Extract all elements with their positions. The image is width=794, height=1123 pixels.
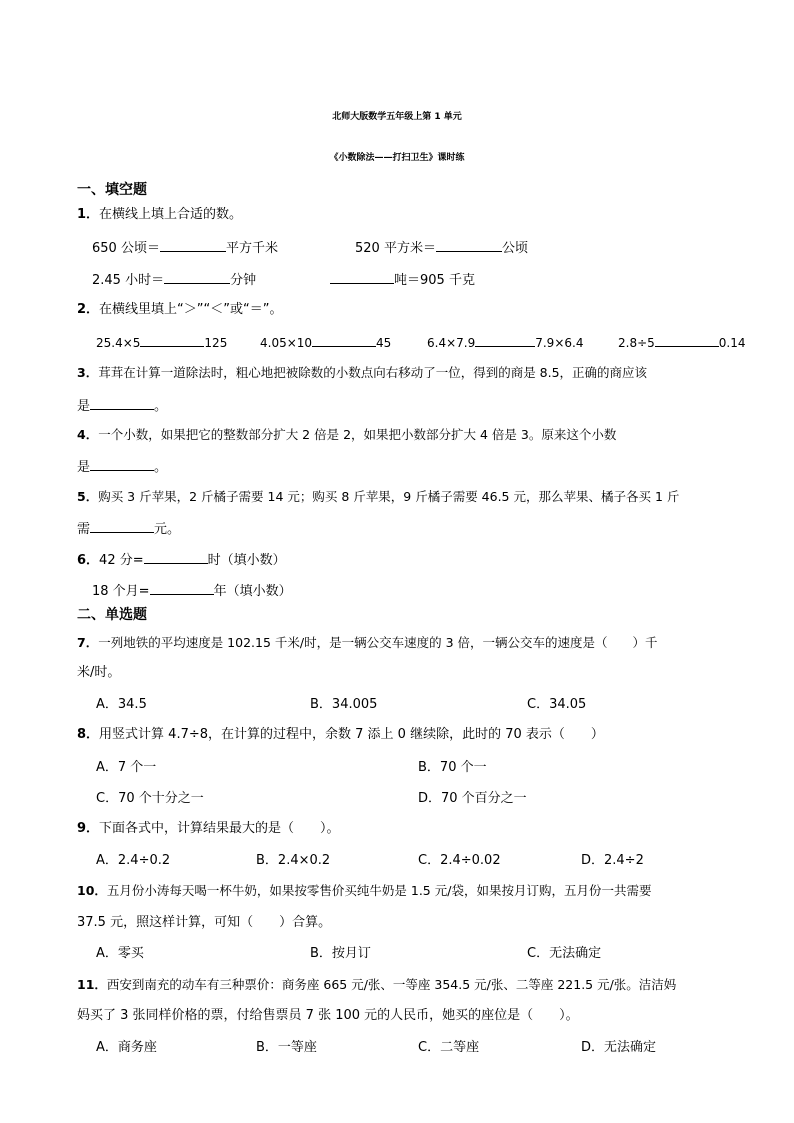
q3-suffix: 。	[154, 399, 168, 414]
answer-blank[interactable]	[312, 333, 376, 347]
q2-item-d	[618, 333, 746, 352]
option-b[interactable]: B．70 个一	[418, 760, 487, 775]
option-c[interactable]: C．无法确定	[527, 946, 602, 961]
question-number: 3．	[77, 365, 99, 380]
q2-item-b-right: 45	[376, 336, 392, 350]
question-number: 1．	[77, 207, 100, 222]
option-b[interactable]: B．34.005	[310, 697, 378, 712]
q5-suffix: 元。	[154, 522, 181, 537]
option-a[interactable]: A．零买	[96, 946, 144, 961]
question-8	[77, 726, 604, 744]
q6-item-a-prefix: 42 分=	[99, 553, 144, 568]
question-text: 下面各式中，计算结果最大的是（ ）。	[99, 821, 340, 836]
question-7-line2: 米/时。	[77, 665, 121, 680]
question-number: 2．	[77, 302, 100, 317]
option-a[interactable]: A．2.4÷0.2	[96, 853, 171, 868]
question-text: 在横线上填上合适的数。	[99, 207, 243, 222]
question-number: 11．	[77, 977, 107, 992]
answer-blank[interactable]	[90, 396, 154, 410]
question-3-line2	[77, 396, 167, 416]
question-5	[77, 488, 679, 506]
answer-blank[interactable]	[150, 581, 214, 595]
question-text: 一个小数，如果把它的整数部分扩大 2 倍是 2，如果把小数部分扩大 4 倍是 3。原来这个小数	[98, 427, 617, 442]
q1-item-d	[330, 270, 475, 290]
q1-item-a-suffix: 平方千米	[225, 241, 278, 256]
question-10	[77, 882, 651, 900]
question-4-line2	[77, 457, 167, 477]
option-a[interactable]: A．7 个一	[96, 760, 157, 775]
q1-item-c-suffix: 分钟	[230, 273, 257, 288]
option-c[interactable]: C．2.4÷0.02	[418, 853, 501, 868]
answer-blank[interactable]	[655, 333, 719, 347]
q1-item-c-prefix: 2.45 小时＝	[92, 273, 165, 288]
answer-blank[interactable]	[90, 457, 154, 471]
question-5-line2	[77, 519, 180, 539]
q4-prefix: 是	[77, 460, 91, 475]
q6-item-b-prefix: 18 个月=	[92, 584, 150, 599]
option-b[interactable]: B．2.4×0.2	[256, 853, 331, 868]
question-10-line2: 37.5 元，照这样计算，可知（ ）合算。	[77, 915, 332, 930]
section-heading-choice: 二、单选题	[77, 607, 147, 623]
question-number: 10．	[77, 883, 107, 898]
question-2	[77, 301, 282, 319]
q2-item-b	[260, 333, 391, 352]
question-number: 4．	[77, 427, 99, 442]
question-text: 西安到南充的动车有三种票价：商务座 665 元/张、一等座 354.5 元/张、二等座 221.5 元/张。洁洁妈	[106, 977, 677, 992]
answer-blank[interactable]	[475, 333, 535, 347]
option-a[interactable]: A．34.5	[96, 697, 147, 712]
q6-item-b-suffix: 年（填小数）	[213, 584, 292, 599]
q1-item-d-suffix: 吨＝905 千克	[394, 273, 475, 288]
section-heading-fill: 一、填空题	[77, 182, 147, 198]
question-7	[77, 634, 658, 652]
q2-item-c-right: 7.9×6.4	[535, 336, 584, 350]
q1-item-c	[92, 270, 256, 290]
q6-item-b	[92, 581, 292, 601]
q2-item-d-left: 2.8÷5	[618, 336, 655, 350]
option-b[interactable]: B．按月订	[310, 946, 371, 961]
answer-blank[interactable]	[330, 270, 394, 284]
question-3	[77, 364, 647, 382]
q2-item-a	[96, 333, 227, 352]
question-text: 五月份小涛每天喝一杯牛奶，如果按零售价买纯牛奶是 1.5 元/袋，如果按月订购，五月份一共需要	[106, 883, 652, 898]
option-a[interactable]: A．商务座	[96, 1040, 157, 1055]
question-text: 茸茸在计算一道除法时，粗心地把被除数的小数点向右移动了一位，得到的商是 8.5，正确的商应该	[98, 365, 648, 380]
q1-item-a-prefix: 650 公顷＝	[92, 241, 160, 256]
q2-item-d-right: 0.14	[718, 336, 746, 350]
question-text: 在横线里填上“＞”“＜”或“＝”。	[99, 302, 283, 317]
answer-blank[interactable]	[160, 238, 226, 252]
doc-subtitle: 《小数除法——打扫卫生》课时练	[329, 153, 465, 163]
q2-item-c-left: 6.4×7.9	[427, 336, 476, 350]
answer-blank[interactable]	[90, 519, 154, 533]
option-c[interactable]: C．二等座	[418, 1040, 480, 1055]
question-11-line2: 妈买了 3 张同样价格的票，付给售票员 7 张 100 元的人民币，她买的座位是（ ）。	[77, 1008, 579, 1023]
q1-item-a	[92, 238, 278, 258]
answer-blank[interactable]	[436, 238, 502, 252]
q1-item-b	[355, 238, 528, 258]
q5-prefix: 需	[77, 522, 91, 537]
question-number: 6．	[77, 553, 100, 568]
q2-item-c	[427, 333, 583, 352]
question-11	[77, 976, 676, 994]
answer-blank[interactable]	[144, 550, 208, 564]
option-c[interactable]: C．70 个十分之一	[96, 791, 204, 806]
q3-prefix: 是	[77, 399, 91, 414]
q2-item-a-left: 25.4×5	[96, 336, 141, 350]
question-text: 用竖式计算 4.7÷8，在计算的过程中，余数 7 添上 0 继续除，此时的 70 表示（ ）	[99, 727, 604, 742]
answer-blank[interactable]	[140, 333, 204, 347]
q6-item-a-suffix: 时（填小数）	[207, 553, 286, 568]
answer-blank[interactable]	[164, 270, 230, 284]
q2-item-a-right: 125	[204, 336, 228, 350]
question-number: 8．	[77, 727, 100, 742]
q2-item-b-left: 4.05×10	[260, 336, 313, 350]
question-number: 9．	[77, 821, 100, 836]
question-number: 7．	[77, 635, 99, 650]
q1-item-b-prefix: 520 平方米＝	[355, 241, 436, 256]
question-6	[77, 550, 286, 570]
option-d[interactable]: D．无法确定	[581, 1040, 657, 1055]
option-c[interactable]: C．34.05	[527, 697, 587, 712]
question-9	[77, 820, 340, 838]
option-d[interactable]: D．70 个百分之一	[418, 791, 527, 806]
question-text: 购买 3 斤苹果，2 斤橘子需要 14 元；购买 8 斤苹果，9 斤橘子需要 46.5 元，那么苹果、橘子各买 1 斤	[98, 489, 680, 504]
question-1	[77, 206, 242, 224]
question-text: 一列地铁的平均速度是 102.15 千米/时，是一辆公交车速度的 3 倍，一辆公交车的速度是（ ）千	[98, 635, 658, 650]
option-b[interactable]: B．一等座	[256, 1040, 317, 1055]
doc-title: 北师大版数学五年级上第 1 单元	[332, 112, 462, 122]
q1-item-b-suffix: 公顷	[501, 241, 528, 256]
option-d[interactable]: D．2.4÷2	[581, 853, 644, 868]
question-4	[77, 426, 616, 444]
question-number: 5．	[77, 489, 99, 504]
q4-suffix: 。	[154, 460, 168, 475]
